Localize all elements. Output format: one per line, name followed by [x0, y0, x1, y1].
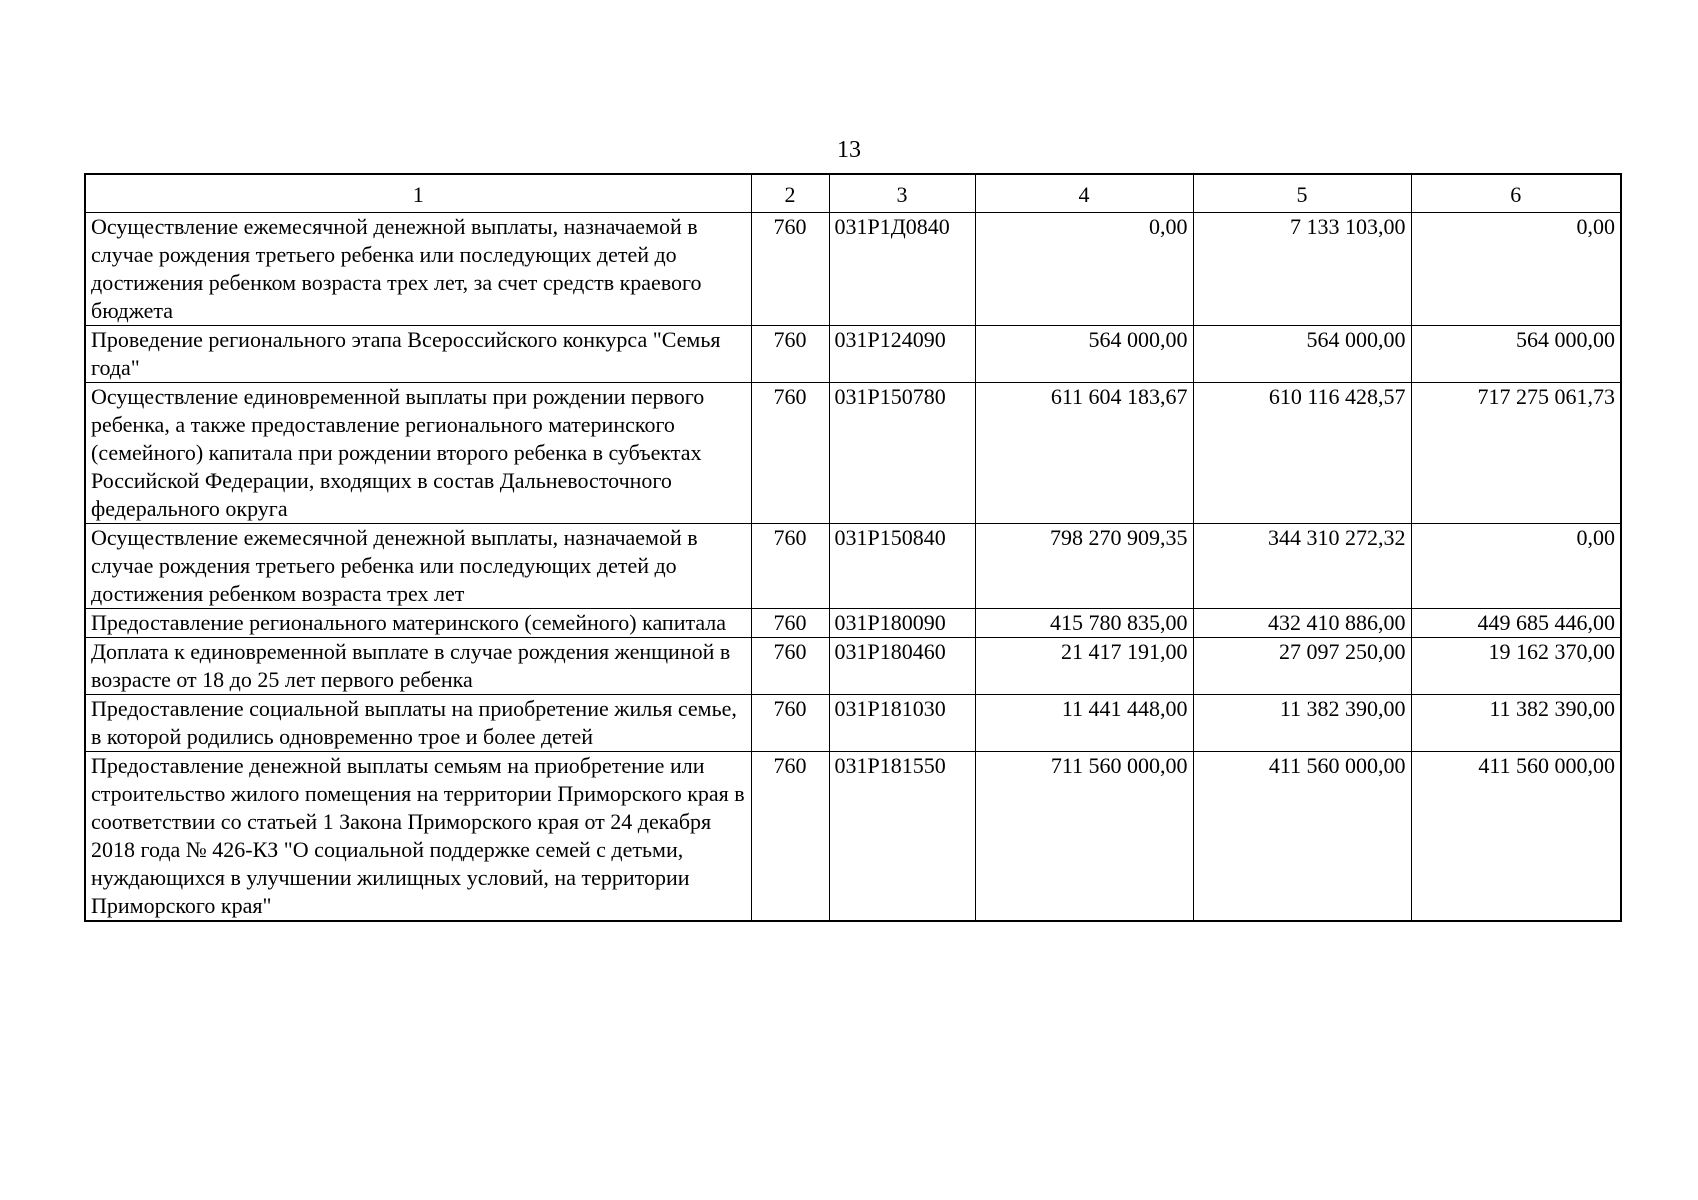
row-amount-col-4: 564 000,00	[975, 326, 1193, 383]
row-code: 760	[751, 752, 829, 922]
table-row	[85, 326, 1621, 383]
row-code: 760	[751, 213, 829, 326]
table-row	[85, 524, 1621, 609]
row-target-article: 031Р150780	[829, 383, 975, 524]
row-code: 760	[751, 695, 829, 752]
header-row	[85, 174, 1621, 213]
row-amount-col-4: 798 270 909,35	[975, 524, 1193, 609]
header-col-3: 3	[829, 174, 975, 213]
row-name: Предоставление социальной выплаты на приобретение жилья семье, в которой родились одновременно трое и более детей	[85, 695, 751, 752]
row-name: Проведение регионального этапа Всероссийского конкурса "Семья года"	[85, 326, 751, 383]
row-target-article: 031Р1Д0840	[829, 213, 975, 326]
row-amount-col-5: 11 382 390,00	[1193, 695, 1411, 752]
header-col-4: 4	[975, 174, 1193, 213]
row-amount-col-5: 7 133 103,00	[1193, 213, 1411, 326]
header-col-5: 5	[1193, 174, 1411, 213]
table-row	[85, 752, 1621, 922]
table-row	[85, 695, 1621, 752]
row-amount-col-5: 610 116 428,57	[1193, 383, 1411, 524]
row-amount-col-5: 564 000,00	[1193, 326, 1411, 383]
row-target-article: 031Р181030	[829, 695, 975, 752]
row-amount-col-4: 11 441 448,00	[975, 695, 1193, 752]
row-target-article: 031Р181550	[829, 752, 975, 922]
row-amount-col-6: 449 685 446,00	[1411, 609, 1621, 638]
row-amount-col-4: 711 560 000,00	[975, 752, 1193, 922]
header-col-6: 6	[1411, 174, 1621, 213]
row-amount-col-4: 0,00	[975, 213, 1193, 326]
row-amount-col-5: 27 097 250,00	[1193, 638, 1411, 695]
row-amount-col-6: 0,00	[1411, 213, 1621, 326]
row-amount-col-6: 717 275 061,73	[1411, 383, 1621, 524]
row-target-article: 031Р150840	[829, 524, 975, 609]
row-code: 760	[751, 326, 829, 383]
row-target-article: 031Р180460	[829, 638, 975, 695]
row-amount-col-6: 411 560 000,00	[1411, 752, 1621, 922]
row-name: Осуществление единовременной выплаты при рождении первого ребенка, а также предоставление регионального материнского (семейного) капитала при рождении второго ребенка в субъектах Российской Федерации, входящих в состав Дальневосточного федерального округа	[85, 383, 751, 524]
table-row	[85, 213, 1621, 326]
header-col-2: 2	[751, 174, 829, 213]
row-name: Предоставление регионального материнского (семейного) капитала	[85, 609, 751, 638]
row-code: 760	[751, 383, 829, 524]
row-name: Осуществление ежемесячной денежной выплаты, назначаемой в случае рождения третьего ребенка или последующих детей до достижения ребенком возраста трех лет	[85, 524, 751, 609]
row-code: 760	[751, 638, 829, 695]
row-amount-col-6: 564 000,00	[1411, 326, 1621, 383]
table-row	[85, 383, 1621, 524]
row-name: Осуществление ежемесячной денежной выплаты, назначаемой в случае рождения третьего ребенка или последующих детей до достижения ребенком возраста трех лет, за счет средств краевого бюджета	[85, 213, 751, 326]
row-amount-col-6: 19 162 370,00	[1411, 638, 1621, 695]
page-number: 13	[837, 137, 861, 163]
budget-table	[84, 173, 1622, 922]
row-name: Предоставление денежной выплаты семьям на приобретение или строительство жилого помещения на территории Приморского края в соответствии со статьей 1 Закона Приморского края от 24 декабря 2018 года № 426-КЗ "О социальной поддержке семей с детьми, нуждающихся в улучшении жилищных условий, на территории Приморского края"	[85, 752, 751, 922]
header-col-1: 1	[85, 174, 751, 213]
row-amount-col-4: 21 417 191,00	[975, 638, 1193, 695]
row-amount-col-6: 0,00	[1411, 524, 1621, 609]
row-amount-col-4: 611 604 183,67	[975, 383, 1193, 524]
row-code: 760	[751, 609, 829, 638]
table-row	[85, 609, 1621, 638]
row-target-article: 031Р180090	[829, 609, 975, 638]
row-amount-col-5: 411 560 000,00	[1193, 752, 1411, 922]
row-code: 760	[751, 524, 829, 609]
row-name: Доплата к единовременной выплате в случае рождения женщиной в возрасте от 18 до 25 лет первого ребенка	[85, 638, 751, 695]
row-amount-col-5: 344 310 272,32	[1193, 524, 1411, 609]
row-amount-col-4: 415 780 835,00	[975, 609, 1193, 638]
row-amount-col-5: 432 410 886,00	[1193, 609, 1411, 638]
table-row	[85, 638, 1621, 695]
row-amount-col-6: 11 382 390,00	[1411, 695, 1621, 752]
row-target-article: 031Р124090	[829, 326, 975, 383]
